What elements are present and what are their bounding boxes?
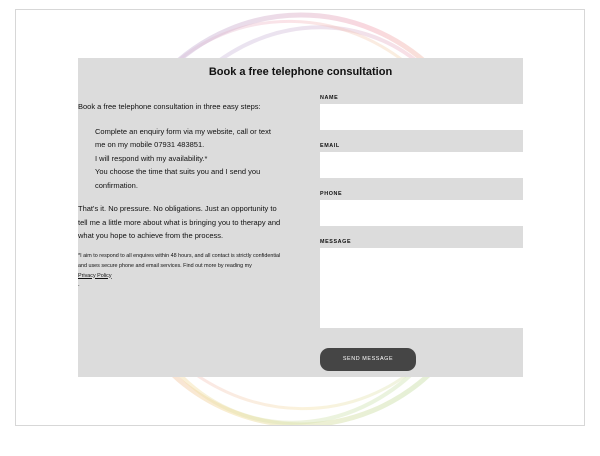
email-label: EMAIL xyxy=(320,143,340,149)
step-item: You choose the time that suits you and I send you confirmation. xyxy=(95,167,261,190)
privacy-policy-link[interactable]: Privacy Policy xyxy=(78,272,112,279)
phone-field[interactable] xyxy=(320,200,523,226)
footnote xyxy=(78,251,288,281)
consultation-card xyxy=(78,58,523,377)
email-field[interactable] xyxy=(320,152,523,178)
contact-form xyxy=(320,92,523,328)
footnote-text: *I aim to respond to all enquires within 48 hours, and all contact is strictly confidential and uses secure phone and email services. Find out more by reading my xyxy=(78,252,281,269)
intro-text: Book a free telephone consultation in three easy steps: xyxy=(78,102,261,111)
name-label: NAME xyxy=(320,95,339,101)
message-label: MESSAGE xyxy=(320,239,352,245)
steps-list xyxy=(78,125,278,193)
closing-text: That's it. No pressure. No obligations. Just an opportunity to tell me a little more about what is bringing you to therapy and what you hope to achieve from the process. xyxy=(78,204,281,240)
trailing-dot: . xyxy=(78,281,80,288)
step-item: I will respond with my availability.* xyxy=(95,153,208,163)
message-field[interactable] xyxy=(320,248,523,328)
info-column xyxy=(78,100,288,289)
send-message-button[interactable]: SEND MESSAGE xyxy=(320,348,416,371)
card-title: Book a free telephone consultation xyxy=(208,66,393,78)
page-frame xyxy=(15,9,585,426)
name-field[interactable] xyxy=(320,104,523,130)
phone-label: PHONE xyxy=(320,191,343,197)
step-item: Complete an enquiry form via my website, call or text me on my mobile 07931 483851. xyxy=(95,126,271,149)
